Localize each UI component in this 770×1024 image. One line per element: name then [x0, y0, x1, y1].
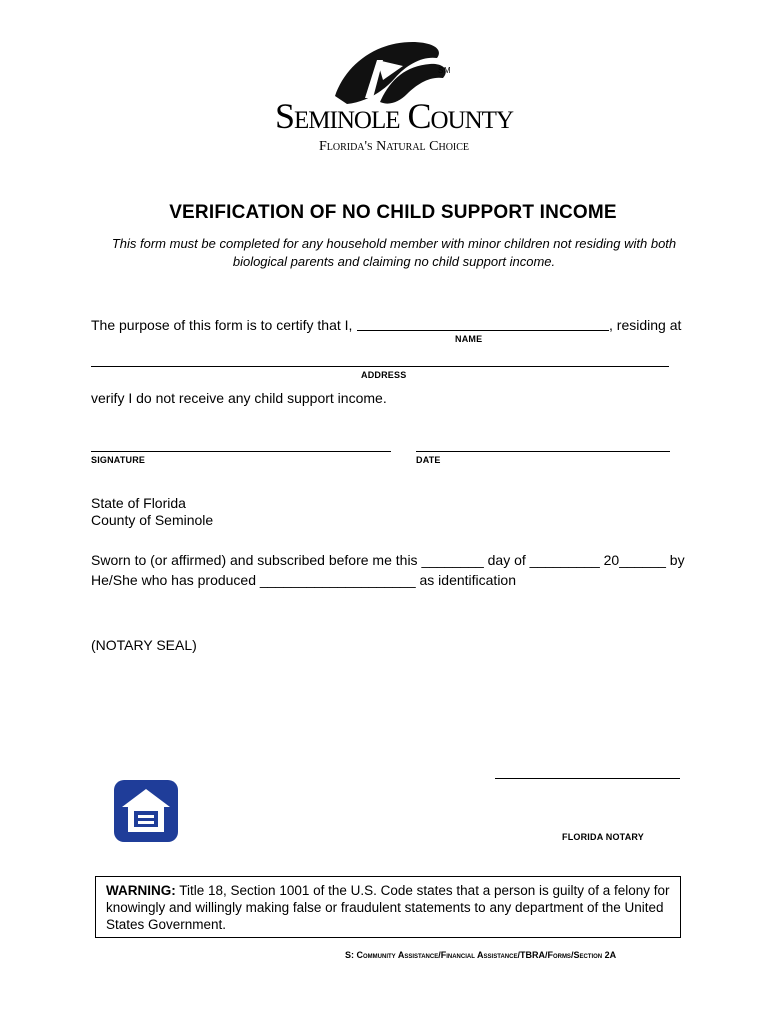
notary-signature-field[interactable] — [495, 778, 680, 779]
verify-statement: verify I do not receive any child support income. — [91, 390, 387, 406]
signature-label: SIGNATURE — [91, 455, 146, 465]
date-field[interactable] — [416, 451, 670, 452]
form-subtitle — [80, 235, 708, 271]
state-text: State of Florida — [91, 495, 186, 511]
signature-field[interactable] — [91, 451, 391, 452]
sworn-line-2: He/She who has produced ____________________ as identification — [91, 572, 517, 588]
footer-path: S: Community Assistance/Financial Assistance/TBRA/Forms/Section 2A — [345, 950, 617, 960]
form-title: VERIFICATION OF NO CHILD SUPPORT INCOME — [169, 202, 617, 223]
subtitle-line-1: This form must be completed for any household member with minor children not residing with both — [111, 236, 677, 251]
name-field[interactable] — [357, 330, 609, 331]
notary-seal-text: (NOTARY SEAL) — [91, 637, 197, 653]
notary-label: FLORIDA NOTARY — [562, 832, 644, 842]
warning-text: Title 18, Section 1001 of the U.S. Code states that a person is guilty of a felony for knowingly and willingly making false or fraudulent statements to any department of the United States Government. — [106, 883, 670, 932]
date-label: DATE — [416, 455, 441, 465]
warning-label: WARNING: — [106, 883, 176, 898]
warning-box — [95, 876, 681, 938]
county-text: County of Seminole — [91, 512, 214, 528]
address-field[interactable] — [91, 366, 669, 367]
purpose-suffix: , residing at — [609, 317, 682, 333]
equal-housing-icon — [114, 780, 178, 842]
subtitle-line-2: biological parents and claiming no child support income. — [232, 254, 556, 269]
sworn-line-1: Sworn to (or affirmed) and subscribed before me this ________ day of _________ 20______ by — [91, 552, 685, 568]
name-label: NAME — [455, 334, 483, 344]
purpose-prefix: The purpose of this form is to certify that I, — [91, 317, 353, 333]
address-label: ADDRESS — [361, 370, 407, 380]
service-mark: SM — [438, 66, 451, 75]
county-name: Seminole County — [275, 96, 513, 136]
county-tagline: Florida's Natural Choice — [318, 139, 470, 154]
